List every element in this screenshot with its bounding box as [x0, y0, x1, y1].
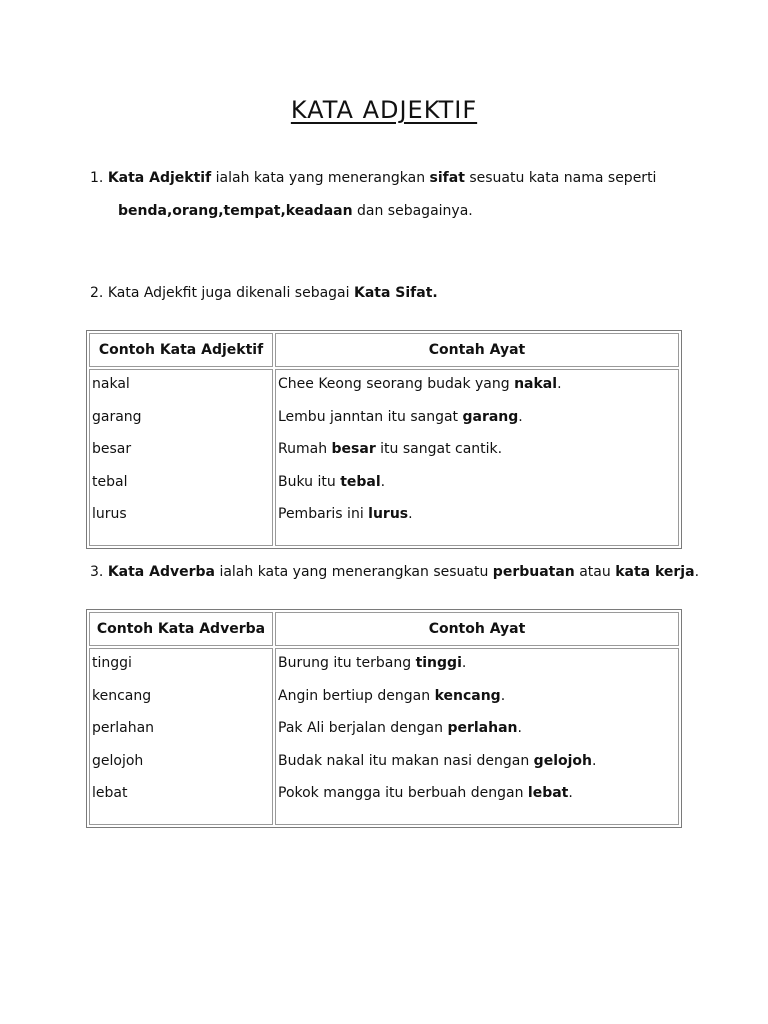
sentence-text: Pak Ali berjalan dengan [278, 720, 443, 737]
sentence-end: . [568, 785, 573, 802]
table-header: Contoh Ayat [275, 612, 679, 646]
sentence-cell [278, 506, 676, 539]
sentence-cell [278, 785, 676, 818]
sentence-end: . [380, 473, 386, 490]
table-row [89, 648, 679, 825]
word-cell: kencang [92, 687, 152, 704]
table-header: Contoh Kata Adjektif [89, 333, 273, 367]
sentence-column [275, 369, 679, 546]
sentence-cell [278, 441, 676, 474]
word-column [89, 648, 273, 825]
point-1-bold-a: sifat [429, 170, 465, 186]
point-1-text-c: dan sebagainya. [357, 203, 473, 219]
sentence-text: Rumah [278, 441, 328, 458]
point-1-term: Kata Adjektif [107, 170, 212, 186]
sentence-end: . [461, 655, 467, 671]
sentence-text: Buku itu [278, 473, 336, 490]
point-2-text: Kata Adjekfit juga dikenali sebagai [107, 285, 350, 301]
sentence-end: . [408, 506, 413, 523]
adjective-table [86, 330, 682, 549]
sentence-end: . [592, 752, 597, 769]
point-3-term: Kata Adverba [107, 564, 215, 580]
sentence-keyword: lebat [527, 785, 569, 802]
word-cell: perlahan [92, 720, 155, 737]
word-cell: nakal [92, 376, 130, 392]
adverb-table [86, 609, 682, 828]
point-2-number: 2. [90, 285, 104, 301]
sentence-cell [278, 720, 676, 753]
page-title: KATA ADJEKTIF [290, 96, 478, 124]
point-2 [90, 283, 438, 303]
sentence-end: . [500, 687, 506, 704]
sentence-text: Angin bertiup dengan [278, 687, 431, 704]
word-column [89, 369, 273, 546]
point-1-number: 1. [90, 170, 104, 186]
sentence-keyword: kencang [434, 687, 501, 704]
table-header-row [89, 333, 679, 367]
sentence-cell [278, 474, 676, 507]
word-cell: besar [92, 441, 132, 458]
sentence-keyword: tebal [340, 473, 381, 490]
sentence-keyword: tinggi [415, 655, 462, 671]
sentence-end: . [557, 376, 562, 392]
sentence-keyword: lurus [368, 506, 409, 523]
table-header-row [89, 612, 679, 646]
point-3-bold-a: perbuatan [492, 564, 575, 580]
sentence-text: Lembu janntan itu sangat [278, 408, 459, 425]
sentence-cell [278, 688, 676, 721]
point-3-text-a: ialah kata yang menerangkan sesuatu [219, 564, 489, 580]
table-row [89, 369, 679, 546]
sentence-cell [278, 376, 676, 409]
point-1-text-b: sesuatu kata nama seperti [469, 170, 657, 186]
sentence-cell [278, 409, 676, 442]
sentence-text: Budak nakal itu makan nasi dengan [278, 752, 530, 769]
sentence-column [275, 648, 679, 825]
point-1-line-1 [90, 168, 656, 188]
point-3-text-c: . [694, 564, 700, 580]
point-1-text-a: ialah kata yang menerangkan [215, 170, 426, 186]
sentence-cell [278, 753, 676, 786]
sentence-keyword: garang [462, 408, 519, 425]
sentence-text: Burung itu terbang [278, 655, 412, 671]
point-3-bold-b: kata kerja [615, 564, 695, 580]
point-2-bold: Kata Sifat. [353, 285, 438, 301]
point-3 [90, 562, 699, 582]
sentence-text: Pokok mangga itu berbuah dengan [278, 785, 524, 802]
point-3-number: 3. [90, 564, 104, 580]
sentence-text: Pembaris ini [278, 506, 364, 523]
point-3-text-b: atau [579, 564, 611, 580]
word-cell: tinggi [92, 655, 132, 671]
table-header: Contah Ayat [275, 333, 679, 367]
point-1-bold-b: benda,orang,tempat,keadaan [118, 203, 353, 219]
sentence-keyword: perlahan [447, 720, 518, 737]
word-cell: garang [92, 408, 142, 425]
sentence-end: . [518, 408, 523, 425]
sentence-keyword: besar [331, 441, 376, 458]
sentence-text: Chee Keong seorang budak yang [278, 376, 510, 392]
sentence-cell [278, 655, 676, 688]
word-cell: tebal [92, 473, 128, 490]
sentence-end: . [517, 720, 522, 737]
word-cell: lurus [92, 506, 127, 523]
sentence-end: itu sangat cantik. [380, 441, 503, 458]
sentence-keyword: gelojoh [533, 752, 592, 769]
point-1-line-2 [118, 201, 473, 221]
sentence-keyword: nakal [514, 376, 558, 392]
word-cell: lebat [92, 785, 128, 802]
word-cell: gelojoh [92, 752, 144, 769]
table-header: Contoh Kata Adverba [89, 612, 273, 646]
